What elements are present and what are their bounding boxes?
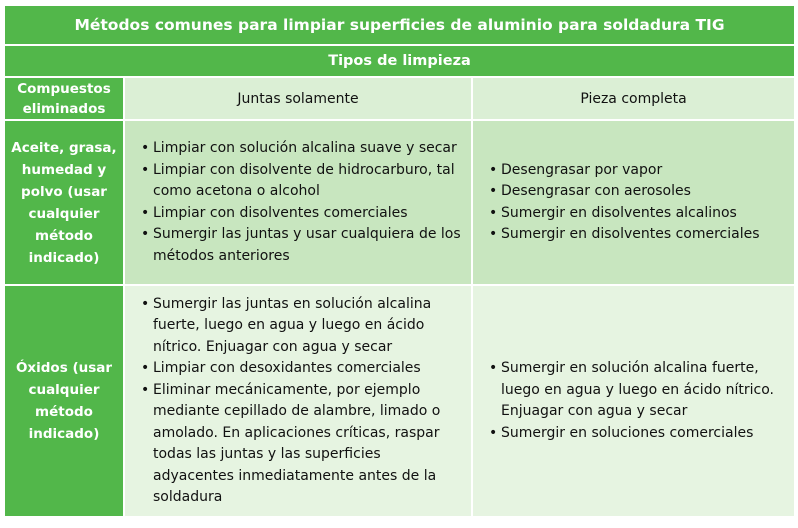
- table-subtitle: Tipos de limpieza: [5, 46, 794, 78]
- header-whole: Pieza completa: [473, 78, 794, 119]
- table-row: [5, 286, 794, 516]
- joints-list: [139, 138, 463, 267]
- whole-cell: [473, 286, 794, 516]
- whole-list: [487, 358, 786, 444]
- header-compounds: Compuestos eliminados: [5, 78, 125, 119]
- list-item: • Sumergir en soluciones comerciales: [487, 423, 786, 445]
- list-item: • Eliminar mecánicamente, por ejemplo mediante cepillado de alambre, limado o amolado. En aplicaciones críticas, raspar todas las juntas y las superficies adyacentes inmediatamente antes de la soldadura: [139, 380, 463, 509]
- table-row: [5, 121, 794, 286]
- joints-cell: [125, 286, 473, 516]
- list-item: • Limpiar con solución alcalina suave y secar: [139, 138, 463, 160]
- list-item: • Sumergir en solución alcalina fuerte, luego en agua y luego en ácido nítrico. Enjuagar con agua y secar: [487, 358, 786, 423]
- list-item: • Sumergir las juntas en solución alcalina fuerte, luego en agua y luego en ácido nítrico. Enjuagar con agua y secar: [139, 294, 463, 359]
- list-item: • Desengrasar por vapor: [487, 160, 760, 182]
- cleaning-methods-table: [4, 5, 795, 517]
- whole-list: [487, 160, 760, 246]
- row-label: Aceite, grasa, humedad y polvo (usar cualquier método indicado): [5, 121, 125, 284]
- list-item: • Sumergir en disolventes alcalinos: [487, 203, 760, 225]
- joints-list: [139, 294, 463, 509]
- header-joints: Juntas solamente: [125, 78, 473, 119]
- list-item: • Sumergir en disolventes comerciales: [487, 224, 760, 246]
- header-row: [5, 78, 794, 121]
- joints-cell: [125, 121, 473, 284]
- whole-cell: [473, 121, 794, 284]
- row-label: Óxidos (usar cualquier método indicado): [5, 286, 125, 516]
- list-item: • Limpiar con desoxidantes comerciales: [139, 358, 463, 380]
- list-item: • Limpiar con disolvente de hidrocarburo, tal como acetona o alcohol: [139, 160, 463, 203]
- table-title: Métodos comunes para limpiar superficies de aluminio para soldadura TIG: [5, 6, 794, 46]
- list-item: • Desengrasar con aerosoles: [487, 181, 760, 203]
- list-item: • Sumergir las juntas y usar cualquiera de los métodos anteriores: [139, 224, 463, 267]
- list-item: • Limpiar con disolventes comerciales: [139, 203, 463, 225]
